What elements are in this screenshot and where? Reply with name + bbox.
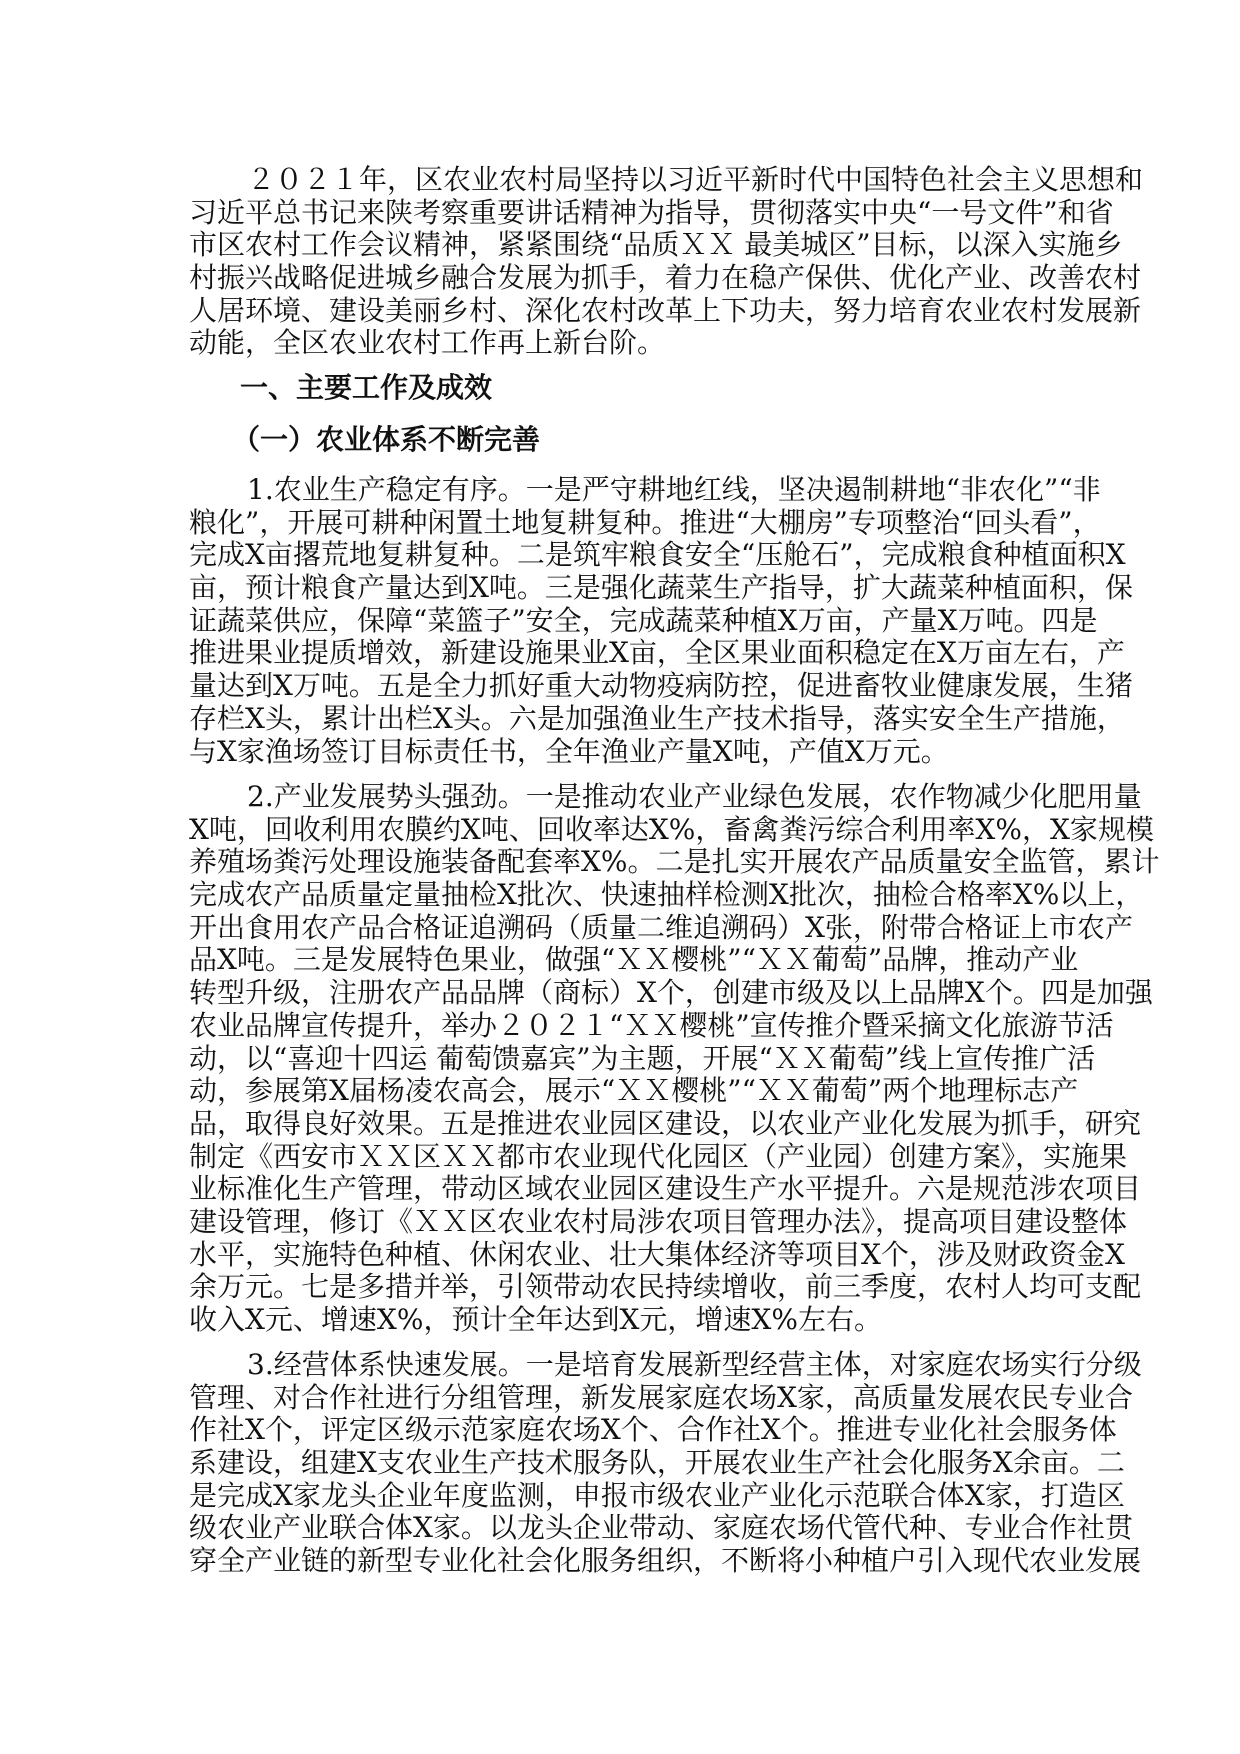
- paragraph-line: 系建设，组建X支农业生产技术服务队，开展农业生产社会化服务X余亩。二: [189, 1446, 1125, 1480]
- paragraph-line: 亩，预计粮食产量达到X吨。三是强化蔬菜生产指导，扩大蔬菜种植面积，保: [189, 571, 1133, 605]
- paragraph-line: 建设管理，修订《ＸＸ区农业农村局涉农项目管理办法》，提高项目建设整体: [189, 1204, 1128, 1238]
- paragraph-line: 粮化”，开展可耕种闲置土地复耕复种。推进“大棚房”专项整治“回头看”，: [189, 505, 1101, 539]
- paragraph-line: 存栏X头，累计出栏X头。六是加强渔业生产技术指导，落实安全生产措施，: [189, 701, 1125, 735]
- subsection-heading: （一）农业体系不断完善: [232, 423, 541, 456]
- paragraph-line: 水平，实施特色种植、休闲农业、壮大集体经济等项目X个，涉及财政资金X: [189, 1237, 1125, 1271]
- paragraph-line: ２０２１年，区农业农村局坚持以习近平新时代中国特色社会主义思想和: [247, 163, 1144, 196]
- paragraph-line: 农业品牌宣传提升，举办２０２１“ＸＸ樱桃”宣传推介暨采摘文化旅游节活: [189, 1008, 1114, 1042]
- paragraph-line: 品X吨。三是发展特色果业，做强“ＸＸ樱桃”“ＸＸ葡萄”品牌，推动产业: [189, 943, 1079, 977]
- paragraph-line: 完成农产品质量定量抽检X批次、快速抽样检测X批次，抽检合格率X%以上，: [189, 878, 1144, 912]
- paragraph-agricultural-production: [189, 473, 1133, 768]
- paragraph-line: X吨，回收利用农膜约X吨、回收率达X%，畜禽粪污综合利用率X%，X家规模: [189, 812, 1154, 846]
- paragraph-line: 2.产业发展势头强劲。一是推动农业产业绿色发展，农作物减少化肥用量: [247, 780, 1142, 813]
- paragraph-line: 动，以“喜迎十四运 葡萄馈嘉宾”为主题，开展“ＸＸ葡萄”线上宣传推广活: [189, 1041, 1096, 1075]
- paragraph-line: 证蔬菜供应，保障“菜篮子”安全，完成蔬菜种植X万亩，产量X万吨。四是: [189, 603, 1098, 637]
- paragraph-line: 穿全产业链的新型专业化社会化服务组织，不断将小种植户引入现代农业发展: [189, 1544, 1142, 1578]
- paragraph-line: 3.经营体系快速发展。一是培育发展新型经营主体，对家庭农场实行分级: [247, 1348, 1142, 1381]
- paragraph-line: 品，取得良好效果。五是推进农业园区建设，以农业产业化发展为抓手，研究: [189, 1106, 1142, 1140]
- paragraph-line: 收入X元、增速X%，预计全年达到X元，增速X%左右。: [189, 1303, 882, 1336]
- paragraph-operation-system: [189, 1348, 1142, 1578]
- paragraph-line: 与X家渔场签订目标责任书，全年渔业产量X吨，产值X万元。: [189, 734, 949, 768]
- paragraph-line: 1.农业生产稳定有序。一是严守耕地红线，坚决遏制耕地“非农化”“非: [247, 473, 1101, 506]
- paragraph-line: 管理、对合作社进行分组管理，新发展家庭农场X家，高质量发展农民专业合: [189, 1380, 1133, 1414]
- paragraph-line: 动能，全区农业农村工作再上新台阶。: [189, 326, 666, 360]
- paragraph-line: 开出食用农产品合格证追溯码（质量二维追溯码）X张，附带合格证上市农产: [189, 910, 1133, 944]
- paragraph-line: 余万元。七是多措并举，引领带动农民持续增收，前三季度，农村人均可支配: [189, 1270, 1142, 1304]
- paragraph-line: 转型升级，注册农产品品牌（商标）X个，创建市级及以上品牌X个。四是加强: [189, 976, 1153, 1010]
- intro-paragraph: [189, 163, 1144, 360]
- section-heading: 一、主要工作及成效: [240, 371, 493, 404]
- paragraph-line: 习近平总书记来陕考察重要讲话精神为指导，贯彻落实中央“一号文件”和省: [189, 195, 1114, 229]
- paragraph-line: 量达到X万吨。五是全力抓好重大动物疫病防控，促进畜牧业健康发展，生猪: [189, 669, 1133, 703]
- paragraph-line: 市区农村工作会议精神，紧紧围绕“品质ＸＸ 最美城区”目标，以深入实施乡: [189, 228, 1123, 262]
- paragraph-line: 作社X个，评定区级示范家庭农场X个、合作社X个。推进专业化社会服务体: [189, 1413, 1117, 1447]
- paragraph-line: 推进果业提质增效，新建设施果业X亩，全区果业面积稳定在X万亩左右，产: [189, 636, 1125, 670]
- paragraph-line: 是完成X家龙头企业年度监测，申报市级农业产业化示范联合体X家，打造区: [189, 1478, 1125, 1512]
- paragraph-line: 制定《西安市ＸＸ区ＸＸ都市农业现代化园区（产业园）创建方案》，实施果: [189, 1139, 1128, 1173]
- paragraph-line: 村振兴战略促进城乡融合发展为抓手，着力在稳产保供、优化产业、改善农村: [189, 261, 1142, 295]
- paragraph-line: 养殖场粪污处理设施装备配套率X%。二是扎实开展农产品质量安全监管，累计: [189, 845, 1160, 879]
- paragraph-industry-development: [189, 780, 1160, 1337]
- paragraph-line: 完成X亩撂荒地复耕复种。二是筑牢粮食安全“压舱石”，完成粮食种植面积X: [189, 538, 1126, 572]
- paragraph-line: 动，参展第X届杨凌农高会，展示“ＸＸ樱桃”“ＸＸ葡萄”两个地理标志产: [189, 1074, 1079, 1108]
- paragraph-line: 级农业产业联合体X家。以龙头企业带动、家庭农场代管代种、专业合作社贯: [189, 1511, 1133, 1545]
- paragraph-line: 人居环境、建设美丽乡村、深化农村改革上下功夫，努力培育农业农村发展新: [189, 293, 1142, 327]
- paragraph-line: 业标准化生产管理，带动区域农业园区建设生产水平提升。六是规范涉农项目: [189, 1172, 1142, 1206]
